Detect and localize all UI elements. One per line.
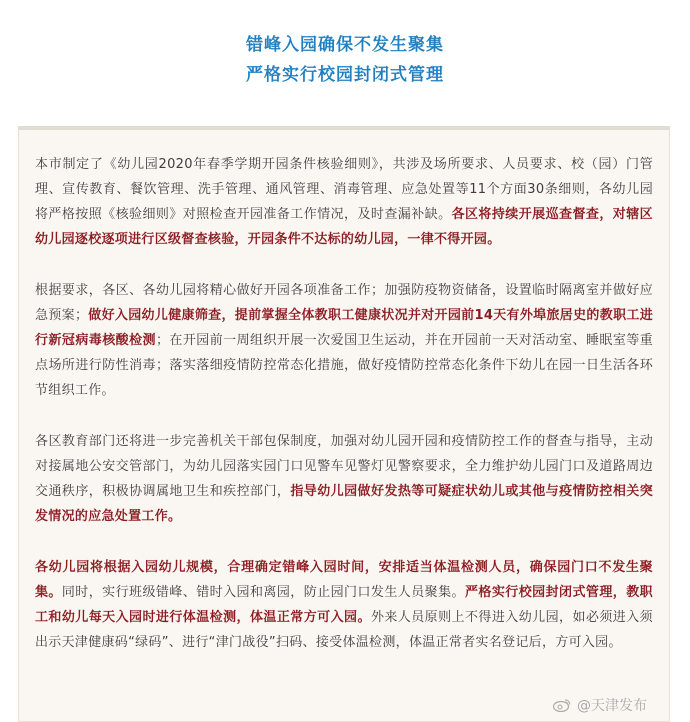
paragraph-4-highlight-a: 各幼儿园将根据入园幼儿规模，合理确定错峰入园时间，安排适当体温检测人员，确保园门口不发生聚集。 bbox=[35, 560, 653, 600]
paragraph-4 bbox=[35, 555, 653, 655]
paragraph-2 bbox=[35, 278, 653, 403]
paragraph-3-highlight: 指导幼儿园做好发热等可疑症状幼儿或其他与疫情防控相关突发情况的应急处置工作。 bbox=[35, 484, 653, 524]
paragraph-2-highlight: 做好入园幼儿健康筛查，提前掌握全体教职工健康状况并对开园前14天有外埠旅居史的教职工进行新冠病毒核酸检测 bbox=[35, 308, 654, 348]
article-body-card bbox=[18, 126, 670, 722]
paragraph-1-text: 本市制定了《幼儿园2020年春季学期开园条件核验细则》，共涉及场所要求、人员要求、校（园）门管理、宣传教育、餐饮管理、洗手管理、通风管理、消毒管理、应急处置等11个方面30条细则，各幼儿园将严格按照《核验细则》对照检查开园准备工作情况，及时查漏补缺。 bbox=[35, 157, 653, 222]
weibo-watermark bbox=[553, 695, 647, 715]
paragraph-3-text: 各区教育部门还将进一步完善机关干部包保制度，加强对幼儿园开园和疫情防控工作的督查与指导，主动对接属地公安交管部门，为幼儿园落实园门口见警车见警灯见警察要求，全力维护幼儿园门口及道路周边交通秩序，积极协调属地卫生和疾控部门， bbox=[35, 434, 653, 499]
paragraph-1-highlight: 各区将持续开展巡查督查，对辖区幼儿园逐校逐项进行区级督查核验，开园条件不达标的幼儿园，一律不得开园。 bbox=[35, 207, 653, 247]
paragraph-1 bbox=[35, 152, 653, 252]
headline-line-2: 严格实行校园封闭式管理 bbox=[246, 65, 444, 85]
paragraph-2-text-b: ；在开园前一周组织开展一次爱国卫生运动，并在开园前一天对活动室、睡眠室等重点场所进行防性消毒；落实落细疫情防控常态化措施，做好疫情防控常态化条件下幼儿在园一日生活各环节组织工作。 bbox=[35, 333, 653, 398]
watermark-text: @天津发布 bbox=[577, 698, 647, 714]
paragraph-4-text-b: 外来人员原则上不得进入幼儿园，如必须进入须出示天津健康码“绿码”、进行“津门战役”扫码、接受体温检测，体温正常者实名登记后，方可入园。 bbox=[35, 610, 653, 650]
paragraph-4-highlight-b: 严格实行校园封闭式管理，教职工和幼儿每天入园时进行体温检测，体温正常方可入园。 bbox=[35, 585, 653, 625]
paragraph-2-text-a: 根据要求，各区、各幼儿园将精心做好开园各项准备工作；加强防疫物资储备，设置临时隔离室并做好应急预案； bbox=[35, 283, 653, 323]
weibo-icon bbox=[553, 698, 571, 712]
headline-line-1: 错峰入园确保不发生聚集 bbox=[246, 35, 444, 55]
paragraph-3 bbox=[35, 429, 653, 529]
paragraph-4-text-a: 同时，实行班级错峰、错时入园和离园，防止园门口发生人员聚集。 bbox=[61, 585, 465, 600]
article-header bbox=[0, 30, 690, 90]
